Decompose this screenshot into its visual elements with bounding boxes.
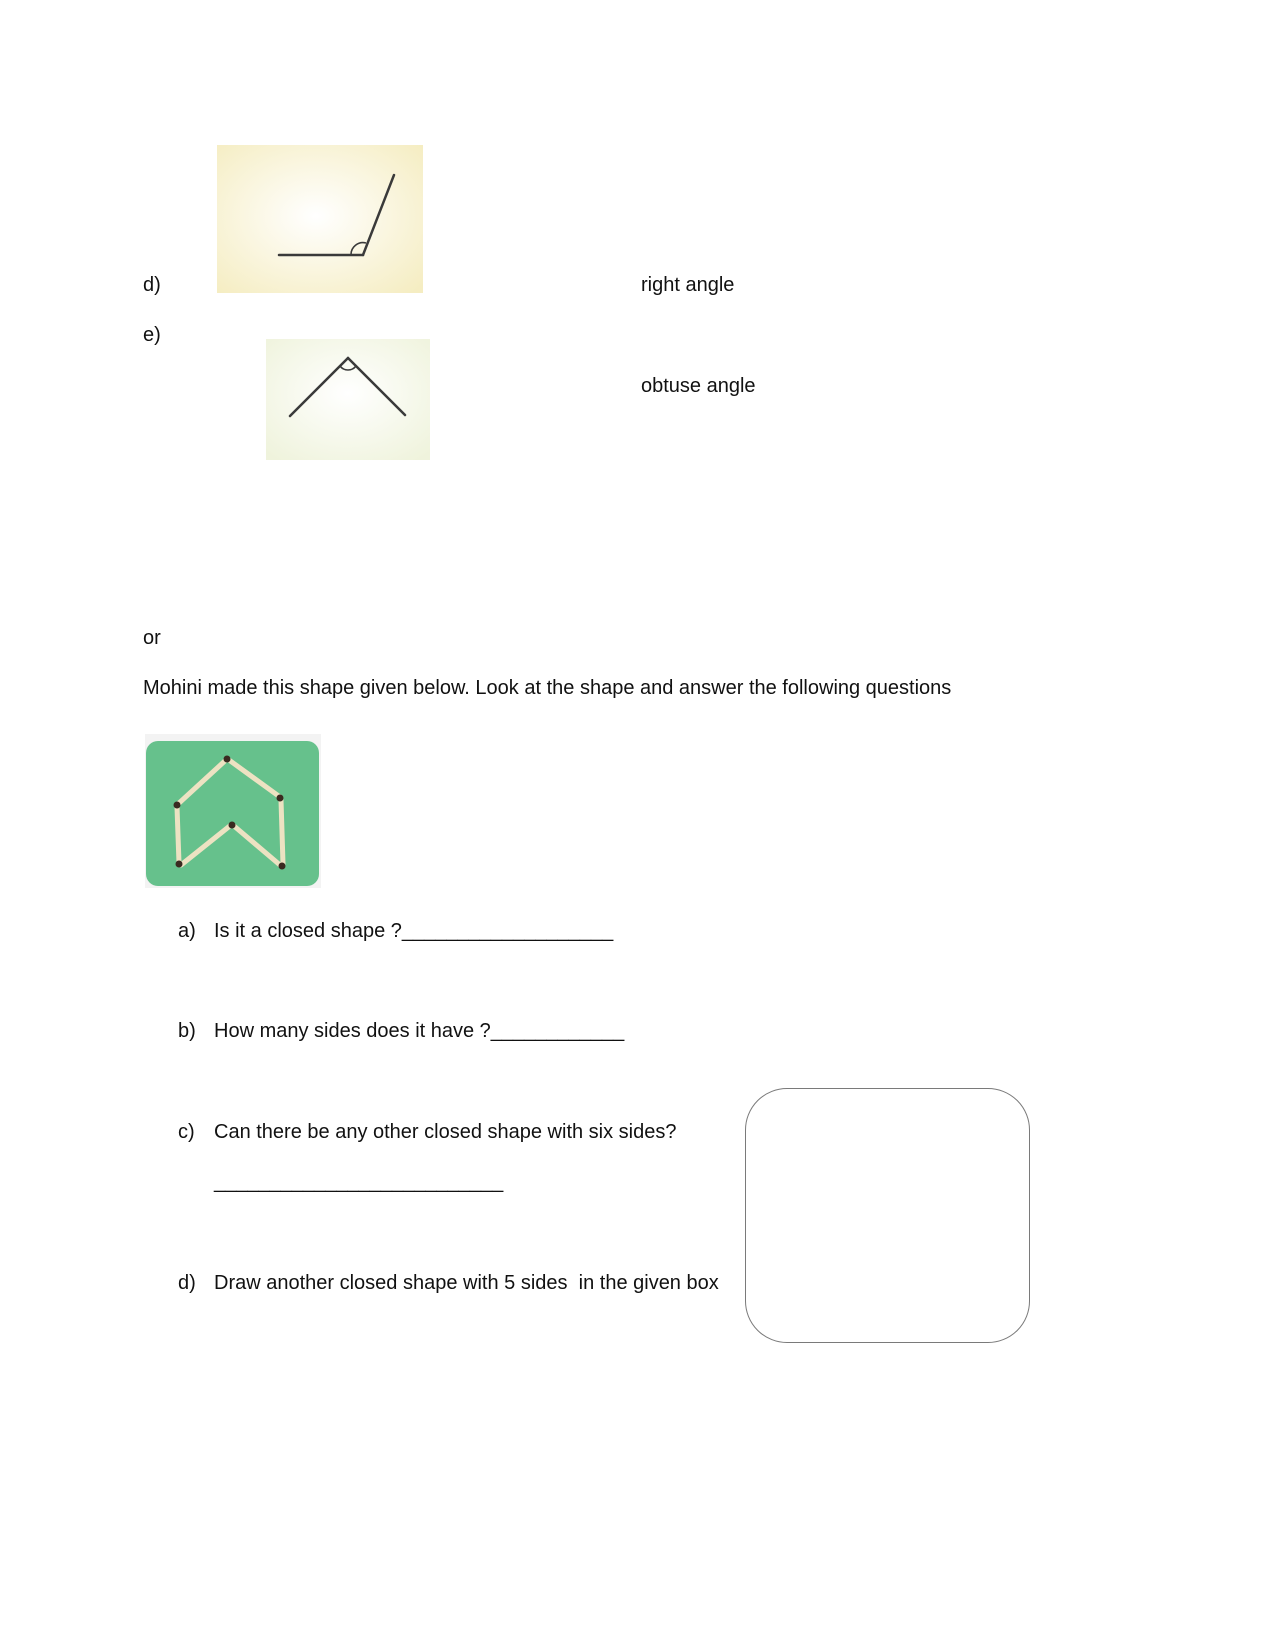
part-text-b: How many sides does it have ?____________ [214,1020,625,1042]
obtuse-angle-figure-icon [217,145,423,293]
answer-right-angle: right angle [641,274,735,296]
part-label-a: a) [178,920,196,942]
matchstick-shape-icon [145,734,321,888]
part-label-b: b) [178,1020,196,1042]
part-label-d: d) [178,1272,196,1294]
item-label-e: e) [143,324,161,346]
part-text-c: Can there be any other closed shape with six sides? [214,1121,677,1143]
answer-line-c: __________________________ [214,1171,504,1193]
part-text-a: Is it a closed shape ?___________________ [214,920,614,942]
item-label-d: d) [143,274,161,296]
question-prompt: Mohini made this shape given below. Look at the shape and answer the following questions [143,677,952,699]
drawing-box[interactable] [745,1088,1030,1343]
part-label-c: c) [178,1121,195,1143]
or-separator: or [143,627,161,649]
acute-angle-figure-icon [266,339,430,460]
part-text-d: Draw another closed shape with 5 sides in the given box [214,1272,719,1294]
answer-obtuse-angle: obtuse angle [641,375,756,397]
